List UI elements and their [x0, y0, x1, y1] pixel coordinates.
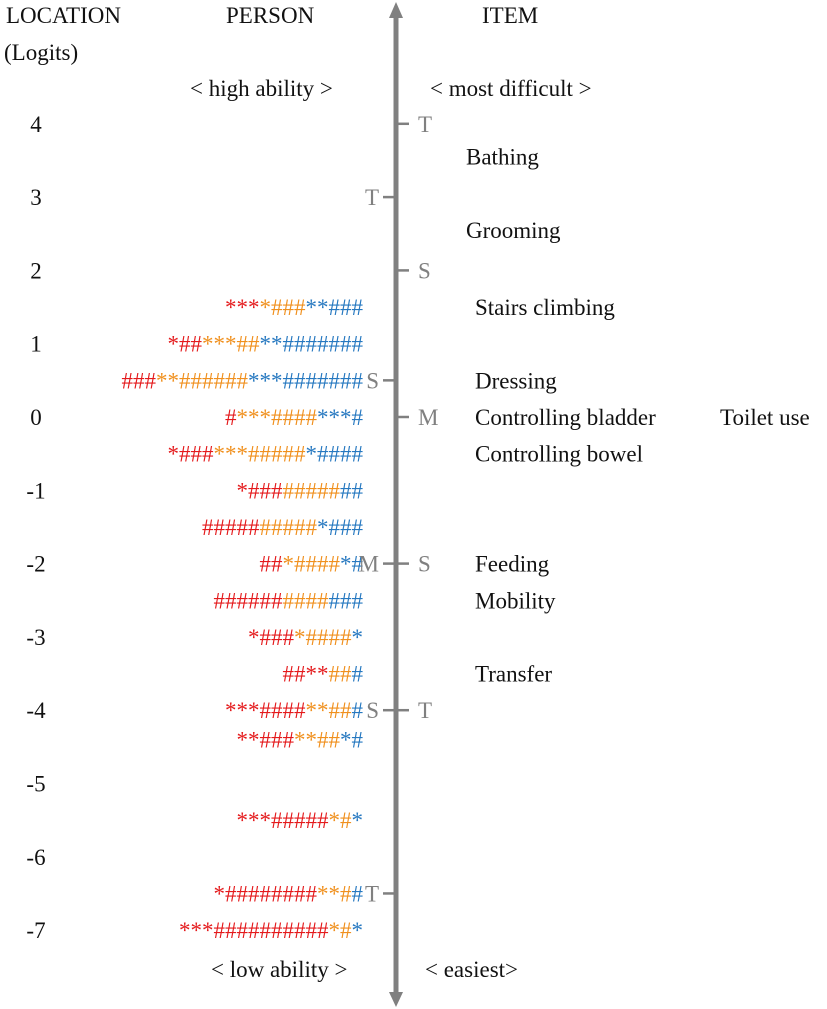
- person-stat-marker: S: [366, 698, 379, 724]
- person-segment-red: ***##########: [179, 918, 329, 944]
- person-segment-blue: *: [351, 808, 363, 834]
- high-ability-label: < high ability >: [190, 76, 333, 101]
- person-segment-orange: **##: [305, 698, 352, 724]
- person-segment-blue: *: [351, 918, 363, 944]
- person-segment-blue: *: [351, 624, 363, 650]
- person-segment-blue: *####: [305, 441, 363, 467]
- person-segment-orange: *#: [328, 808, 352, 834]
- person-segment-orange: *####: [294, 624, 352, 650]
- person-segment-blue: ***#######: [248, 368, 363, 394]
- person-row: [260, 552, 364, 577]
- person-row: [214, 588, 364, 613]
- person-segment-orange: **##: [294, 727, 340, 753]
- logits-header: (Logits): [4, 40, 79, 65]
- y-tick-label: -3: [26, 624, 46, 650]
- item-label: Controlling bladder: [475, 405, 656, 430]
- item-label: Grooming: [466, 217, 561, 243]
- person-row: [237, 808, 364, 833]
- person-segment-red: ##**: [282, 661, 329, 687]
- person-segment-red: ##: [259, 551, 283, 577]
- person-segment-red: ###: [121, 368, 156, 394]
- person-segment-red: #####: [202, 514, 260, 540]
- person-segment-red: #: [225, 405, 237, 430]
- person-segment-blue: #: [351, 661, 363, 687]
- easiest-label: < easiest>: [425, 957, 518, 982]
- y-tick-label: -7: [26, 918, 46, 944]
- person-segment-orange: *#: [328, 918, 352, 944]
- person-segment-blue: **#######: [259, 331, 363, 357]
- person-row: [237, 728, 364, 753]
- item-label: Transfer: [475, 661, 553, 687]
- item-stat-marker: T: [418, 111, 433, 137]
- person-row: [202, 515, 364, 540]
- y-tick-label: 0: [30, 405, 42, 430]
- y-tick-label: 4: [30, 111, 42, 137]
- person-segment-orange: *####: [282, 551, 340, 577]
- y-tick-label: -6: [26, 844, 46, 870]
- person-stat-marker: S: [366, 368, 379, 394]
- person-segment-blue: #: [351, 881, 363, 907]
- person-segment-blue: ##: [340, 478, 363, 504]
- person-segment-red: ***: [225, 295, 260, 321]
- person-segment-orange: ***#####: [213, 441, 306, 467]
- person-segment-red: **###: [236, 727, 294, 753]
- person-segment-orange: ####: [282, 588, 329, 614]
- person-segment-orange: ***##: [202, 331, 260, 357]
- y-tick-label: -4: [26, 698, 46, 724]
- person-row: [168, 442, 364, 467]
- person-segment-orange: **#: [317, 881, 352, 907]
- person-row: [225, 405, 364, 430]
- axis-up-arrow-icon: [389, 2, 403, 18]
- person-stat-marker: T: [364, 185, 379, 211]
- person-segment-red: *###: [167, 441, 214, 467]
- item-label: Feeding: [475, 551, 550, 577]
- person-stat-markers: [359, 185, 396, 906]
- person-segment-orange: ##: [328, 661, 352, 687]
- person-distribution: [122, 295, 364, 943]
- location-header: LOCATION: [6, 3, 121, 28]
- axis-down-arrow-icon: [389, 992, 403, 1007]
- person-row: [214, 881, 364, 906]
- item-label: Mobility: [475, 588, 556, 614]
- y-tick-label: 2: [30, 258, 42, 284]
- person-segment-red: *##: [167, 331, 202, 357]
- person-segment-red: ***#####: [236, 808, 329, 834]
- low-ability-label: < low ability >: [211, 957, 348, 982]
- person-segment-blue: **###: [305, 295, 363, 321]
- y-tick-labels: [26, 112, 46, 943]
- person-row: [122, 368, 364, 393]
- item-label: Stairs climbing: [475, 295, 615, 321]
- person-stat-marker: M: [358, 551, 379, 577]
- item-stat-marker: M: [418, 405, 439, 430]
- y-tick-label: 3: [30, 185, 42, 211]
- person-segment-orange: **######: [156, 368, 248, 394]
- person-header: PERSON: [226, 3, 315, 28]
- person-segment-blue: *#: [340, 727, 363, 753]
- person-segment-blue: *#: [340, 551, 363, 577]
- person-segment-blue: ***#: [317, 405, 363, 430]
- person-row: [179, 918, 363, 943]
- person-segment-blue: *###: [317, 514, 363, 540]
- item-stat-marker: S: [418, 551, 431, 577]
- person-segment-orange: ***####: [236, 405, 317, 430]
- person-segment-orange: *###: [259, 295, 306, 321]
- y-tick-label: -5: [26, 771, 46, 797]
- person-segment-orange: #####: [259, 514, 317, 540]
- item-header: ITEM: [482, 3, 539, 28]
- item-stat-markers: [396, 112, 438, 723]
- item-label: Controlling bowel: [475, 441, 644, 467]
- person-segment-blue: ###: [328, 588, 363, 614]
- person-row: [283, 662, 364, 687]
- person-segment-red: *###: [248, 624, 294, 650]
- y-tick-label: 1: [30, 331, 42, 357]
- person-segment-orange: #####: [282, 478, 340, 504]
- item-label: Bathing: [466, 144, 539, 170]
- person-segment-red: ***####: [225, 698, 306, 724]
- person-segment-red: *###: [236, 478, 283, 504]
- person-segment-blue: #: [351, 698, 363, 724]
- person-row: [168, 332, 364, 357]
- item-stat-marker: T: [418, 698, 433, 724]
- person-row: [225, 295, 364, 320]
- person-row: [237, 478, 364, 503]
- y-tick-label: -2: [26, 551, 46, 577]
- item-label: Toilet use: [720, 405, 810, 430]
- most-difficult-label: < most difficult >: [430, 76, 592, 101]
- item-stat-marker: S: [418, 258, 431, 284]
- person-segment-red: *########: [213, 881, 317, 907]
- y-tick-label: -1: [26, 478, 46, 504]
- person-row: [225, 698, 364, 723]
- item-labels: [466, 144, 810, 686]
- person-row: [248, 625, 363, 650]
- person-stat-marker: T: [364, 881, 379, 907]
- item-label: Dressing: [475, 368, 557, 394]
- person-segment-red: ######: [213, 588, 283, 614]
